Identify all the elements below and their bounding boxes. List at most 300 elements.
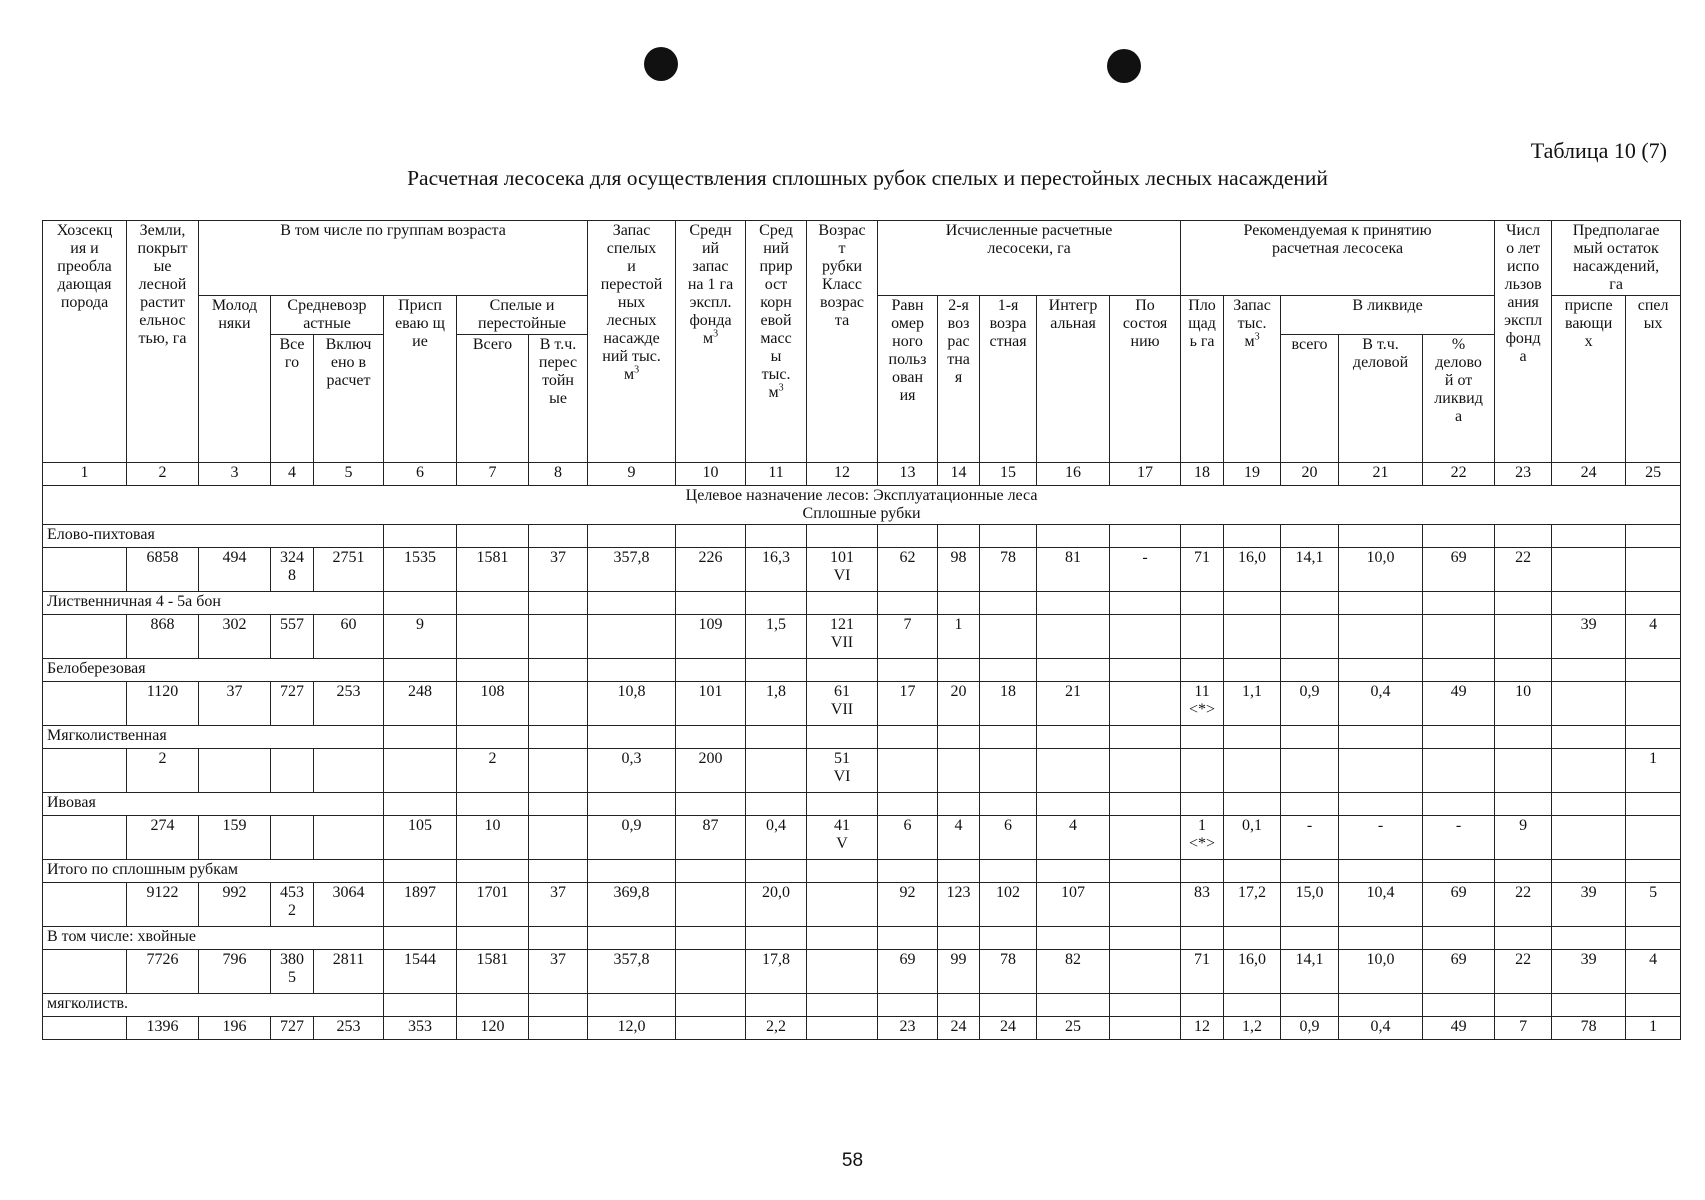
table-cell: 3064 xyxy=(314,883,384,927)
table-cell: 16,3 xyxy=(746,548,807,592)
header-c25: спел ых xyxy=(1626,296,1681,463)
empty-cell xyxy=(529,793,588,816)
table-row xyxy=(43,950,1681,994)
column-number: 17 xyxy=(1110,463,1181,486)
table-cell xyxy=(1423,615,1495,659)
table-cell: 22 xyxy=(1495,950,1552,994)
group-name: Итого по сплошным рубкам xyxy=(43,860,384,883)
empty-cell xyxy=(1552,860,1626,883)
table-row xyxy=(43,615,1681,659)
table-cell: 4 xyxy=(1626,615,1681,659)
table-cell: 102 xyxy=(980,883,1037,927)
empty-cell xyxy=(878,927,938,950)
empty-cell xyxy=(1626,994,1681,1017)
empty-cell xyxy=(1224,927,1281,950)
empty-cell xyxy=(676,994,746,1017)
table-cell: 12 xyxy=(1181,1017,1224,1040)
empty-cell xyxy=(529,525,588,548)
table-cell: 4 xyxy=(938,816,980,860)
empty-cell xyxy=(1224,525,1281,548)
table-cell: 99 xyxy=(938,950,980,994)
empty-cell xyxy=(746,927,807,950)
empty-cell xyxy=(1423,659,1495,682)
empty-cell xyxy=(1495,860,1552,883)
column-number: 23 xyxy=(1495,463,1552,486)
empty-cell xyxy=(1110,525,1181,548)
empty-cell xyxy=(676,927,746,950)
table-cell: 200 xyxy=(676,749,746,793)
table-cell: 1 <*> xyxy=(1181,816,1224,860)
table-cell: - xyxy=(1281,816,1339,860)
header-c13: Равн омер ного польз ован ия xyxy=(878,296,938,463)
empty-cell xyxy=(1626,659,1681,682)
empty-cell xyxy=(746,860,807,883)
table-cell: 196 xyxy=(199,1017,271,1040)
empty-cell xyxy=(1110,659,1181,682)
table-cell xyxy=(1037,749,1110,793)
table-cell xyxy=(43,816,127,860)
empty-cell xyxy=(529,592,588,615)
empty-cell xyxy=(529,659,588,682)
table-cell: 9 xyxy=(384,615,457,659)
empty-cell xyxy=(1181,592,1224,615)
empty-cell xyxy=(980,592,1037,615)
table-row xyxy=(43,749,1681,793)
empty-cell xyxy=(746,994,807,1017)
table-cell: 380 5 xyxy=(271,950,314,994)
empty-cell xyxy=(676,525,746,548)
table-cell: 24 xyxy=(980,1017,1037,1040)
table-cell: 120 xyxy=(457,1017,529,1040)
empty-cell xyxy=(1423,726,1495,749)
empty-cell xyxy=(1626,927,1681,950)
table-row xyxy=(43,883,1681,927)
group-name: Белоберезовая xyxy=(43,659,384,682)
empty-cell xyxy=(1281,927,1339,950)
empty-cell xyxy=(878,525,938,548)
table-cell: 10 xyxy=(457,816,529,860)
table-cell xyxy=(1626,548,1681,592)
table-cell xyxy=(1110,682,1181,726)
empty-cell xyxy=(1495,525,1552,548)
table-cell xyxy=(807,1017,878,1040)
table-cell: 0,9 xyxy=(588,816,676,860)
header-c4: Все го xyxy=(271,335,314,463)
column-number: 18 xyxy=(1181,463,1224,486)
group-name-row xyxy=(43,592,1681,615)
table-row xyxy=(43,1017,1681,1040)
empty-cell xyxy=(1281,592,1339,615)
empty-cell xyxy=(746,592,807,615)
table-cell: 109 xyxy=(676,615,746,659)
table-cell: 248 xyxy=(384,682,457,726)
table-cell: 92 xyxy=(878,883,938,927)
empty-cell xyxy=(1423,927,1495,950)
table-cell xyxy=(529,682,588,726)
table-cell xyxy=(807,950,878,994)
column-number-row xyxy=(43,463,1681,486)
header-c21: В т.ч. деловой xyxy=(1339,335,1423,463)
table-cell xyxy=(1110,749,1181,793)
group-name: Мягколиственная xyxy=(43,726,384,749)
table-cell xyxy=(1037,615,1110,659)
table-cell: 1581 xyxy=(457,950,529,994)
column-number: 11 xyxy=(746,463,807,486)
table-cell xyxy=(1339,615,1423,659)
empty-cell xyxy=(1224,994,1281,1017)
empty-cell xyxy=(529,860,588,883)
table-cell: 7726 xyxy=(127,950,199,994)
empty-cell xyxy=(1181,793,1224,816)
table-cell: 4 xyxy=(1626,950,1681,994)
empty-cell xyxy=(1339,927,1423,950)
empty-cell xyxy=(676,659,746,682)
table-cell: 81 xyxy=(1037,548,1110,592)
table-cell: 6 xyxy=(980,816,1037,860)
page-number: 58 xyxy=(841,1150,864,1171)
empty-cell xyxy=(1339,592,1423,615)
table-cell: 10,8 xyxy=(588,682,676,726)
table-cell xyxy=(1281,615,1339,659)
table-cell xyxy=(1181,615,1224,659)
table-cell: 78 xyxy=(980,950,1037,994)
header-c14: 2-я воз рас тна я xyxy=(938,296,980,463)
empty-cell xyxy=(980,525,1037,548)
header-c6: Присп еваю щ ие xyxy=(384,296,457,463)
empty-cell xyxy=(1339,659,1423,682)
empty-cell xyxy=(1495,927,1552,950)
table-cell: 37 xyxy=(199,682,271,726)
empty-cell xyxy=(384,726,457,749)
empty-cell xyxy=(457,860,529,883)
empty-cell xyxy=(807,592,878,615)
table-cell xyxy=(43,883,127,927)
empty-cell xyxy=(1181,860,1224,883)
empty-cell xyxy=(588,994,676,1017)
table-cell: 101 VI xyxy=(807,548,878,592)
table-cell: 49 xyxy=(1423,682,1495,726)
header-c11: Сред ний прир ост корн евой масс ы тыс. $м^3$ xyxy=(746,221,807,463)
table-cell xyxy=(529,1017,588,1040)
empty-cell xyxy=(1495,994,1552,1017)
empty-cell xyxy=(676,860,746,883)
empty-cell xyxy=(384,927,457,950)
table-cell: 369,8 xyxy=(588,883,676,927)
table-cell: 49 xyxy=(1423,1017,1495,1040)
empty-cell xyxy=(1037,793,1110,816)
header-c1: Хозсекц ия и преобла дающая порода xyxy=(43,221,127,463)
table-cell xyxy=(807,883,878,927)
table-cell xyxy=(271,749,314,793)
table-cell: 1 xyxy=(1626,1017,1681,1040)
empty-cell xyxy=(588,659,676,682)
empty-cell xyxy=(938,659,980,682)
header-c19: Запас тыс. $м^3$ xyxy=(1224,296,1281,463)
table-cell: 98 xyxy=(938,548,980,592)
empty-cell xyxy=(878,793,938,816)
empty-cell xyxy=(746,659,807,682)
table-cell xyxy=(878,749,938,793)
table-body xyxy=(43,221,1681,1040)
section-heading-line: Целевое назначение лесов: Эксплуатационные леса xyxy=(685,487,1038,504)
table-cell: 796 xyxy=(199,950,271,994)
table-cell: 159 xyxy=(199,816,271,860)
table-cell: 992 xyxy=(199,883,271,927)
table-cell: 69 xyxy=(1423,950,1495,994)
table-cell xyxy=(746,749,807,793)
header-c12: Возрас т рубки Класс возрас та xyxy=(807,221,878,463)
header-c9: Запас спелых и перестой ных лесных насажде ний тыс. $м^3$ xyxy=(588,221,676,463)
punch-hole-left xyxy=(644,47,678,81)
empty-cell xyxy=(807,860,878,883)
empty-cell xyxy=(1181,726,1224,749)
table-cell: 1,5 xyxy=(746,615,807,659)
table-cell xyxy=(1552,682,1626,726)
empty-cell xyxy=(938,726,980,749)
table-cell: 82 xyxy=(1037,950,1110,994)
column-number: 12 xyxy=(807,463,878,486)
empty-cell xyxy=(1339,860,1423,883)
empty-cell xyxy=(457,525,529,548)
table-cell: 14,1 xyxy=(1281,548,1339,592)
table-cell: 23 xyxy=(878,1017,938,1040)
table-cell: 253 xyxy=(314,682,384,726)
header-c18: Пло щад ь га xyxy=(1181,296,1224,463)
header-remain: Предполагае мый остаток насаждений, га xyxy=(1552,221,1681,296)
table-cell: 101 xyxy=(676,682,746,726)
empty-cell xyxy=(384,525,457,548)
table-cell: 24 xyxy=(938,1017,980,1040)
empty-cell xyxy=(1552,994,1626,1017)
table-cell: - xyxy=(1110,548,1181,592)
empty-cell xyxy=(1552,927,1626,950)
column-number: 5 xyxy=(314,463,384,486)
table-cell xyxy=(314,749,384,793)
header-c23: Числ о лет испо льзов ания экспл фонд а xyxy=(1495,221,1552,463)
empty-cell xyxy=(457,927,529,950)
empty-cell xyxy=(1281,860,1339,883)
forest-table xyxy=(42,220,1681,1040)
table-cell: 557 xyxy=(271,615,314,659)
table-cell: 274 xyxy=(127,816,199,860)
empty-cell xyxy=(1181,525,1224,548)
table-cell: 1701 xyxy=(457,883,529,927)
table-cell: 353 xyxy=(384,1017,457,1040)
empty-cell xyxy=(384,659,457,682)
table-cell: - xyxy=(1423,816,1495,860)
empty-cell xyxy=(746,726,807,749)
group-name: Елово-пихтовая xyxy=(43,525,384,548)
table-cell: 20,0 xyxy=(746,883,807,927)
table-cell: 357,8 xyxy=(588,950,676,994)
table-cell xyxy=(1552,816,1626,860)
table-cell: 71 xyxy=(1181,950,1224,994)
column-number: 4 xyxy=(271,463,314,486)
header-c22: % делово й от ликвид а xyxy=(1423,335,1495,463)
empty-cell xyxy=(1110,592,1181,615)
empty-cell xyxy=(1110,927,1181,950)
empty-cell xyxy=(1552,726,1626,749)
table-cell: 78 xyxy=(1552,1017,1626,1040)
empty-cell xyxy=(676,592,746,615)
table-cell: 1,2 xyxy=(1224,1017,1281,1040)
empty-cell xyxy=(1495,793,1552,816)
table-cell: 10 xyxy=(1495,682,1552,726)
empty-cell xyxy=(1626,592,1681,615)
table-cell: 6858 xyxy=(127,548,199,592)
table-cell: 727 xyxy=(271,1017,314,1040)
table-cell: 2 xyxy=(127,749,199,793)
empty-cell xyxy=(807,927,878,950)
group-name: Лиственничная 4 - 5а бон xyxy=(43,592,384,615)
empty-cell xyxy=(1626,726,1681,749)
column-number: 6 xyxy=(384,463,457,486)
table-cell: 17 xyxy=(878,682,938,726)
empty-cell xyxy=(1110,860,1181,883)
table-cell: 87 xyxy=(676,816,746,860)
table-cell: 51 VI xyxy=(807,749,878,793)
table-cell xyxy=(43,682,127,726)
header-c20: всего xyxy=(1281,335,1339,463)
table-cell: 0,3 xyxy=(588,749,676,793)
table-cell xyxy=(43,615,127,659)
table-cell: 0,9 xyxy=(1281,1017,1339,1040)
table-cell: 17,2 xyxy=(1224,883,1281,927)
empty-cell xyxy=(1626,860,1681,883)
table-cell: 0,4 xyxy=(1339,682,1423,726)
empty-cell xyxy=(1281,726,1339,749)
table-cell: 39 xyxy=(1552,950,1626,994)
empty-cell xyxy=(1423,793,1495,816)
table-cell: 21 xyxy=(1037,682,1110,726)
table-cell xyxy=(1110,816,1181,860)
group-name: Ивовая xyxy=(43,793,384,816)
empty-cell xyxy=(980,994,1037,1017)
empty-cell xyxy=(457,793,529,816)
empty-cell xyxy=(588,793,676,816)
table-cell xyxy=(588,615,676,659)
empty-cell xyxy=(1423,525,1495,548)
table-cell xyxy=(1626,682,1681,726)
table-cell xyxy=(980,749,1037,793)
empty-cell xyxy=(746,793,807,816)
table-cell xyxy=(1552,749,1626,793)
group-name-row xyxy=(43,726,1681,749)
table-cell: 37 xyxy=(529,883,588,927)
table-cell: 324 8 xyxy=(271,548,314,592)
table-cell: 37 xyxy=(529,548,588,592)
empty-cell xyxy=(1224,592,1281,615)
table-cell xyxy=(529,749,588,793)
column-number: 8 xyxy=(529,463,588,486)
table-cell: 0,1 xyxy=(1224,816,1281,860)
table-cell: 494 xyxy=(199,548,271,592)
header-c17: По состоя нию xyxy=(1110,296,1181,463)
empty-cell xyxy=(384,592,457,615)
table-cell: 20 xyxy=(938,682,980,726)
empty-cell xyxy=(588,592,676,615)
group-name: В том числе: хвойные xyxy=(43,927,384,950)
table-cell: 61 VII xyxy=(807,682,878,726)
group-name-row xyxy=(43,994,1681,1017)
empty-cell xyxy=(588,726,676,749)
table-cell: 69 xyxy=(878,950,938,994)
header-liquid: В ликвиде xyxy=(1281,296,1495,335)
table-cell: 11 <*> xyxy=(1181,682,1224,726)
empty-cell xyxy=(1281,793,1339,816)
empty-cell xyxy=(676,726,746,749)
header-rec: Рекомендуемая к принятию расчетная лесосека xyxy=(1181,221,1495,296)
empty-cell xyxy=(384,994,457,1017)
table-cell: 1 xyxy=(938,615,980,659)
empty-cell xyxy=(938,927,980,950)
table-cell: 121 VII xyxy=(807,615,878,659)
empty-cell xyxy=(1626,793,1681,816)
empty-cell xyxy=(588,927,676,950)
header-c15: 1-я возра стная xyxy=(980,296,1037,463)
table-cell: 69 xyxy=(1423,548,1495,592)
table-cell: 12,0 xyxy=(588,1017,676,1040)
table-cell xyxy=(314,816,384,860)
empty-cell xyxy=(878,726,938,749)
table-cell: 1897 xyxy=(384,883,457,927)
table-cell: 1,8 xyxy=(746,682,807,726)
table-cell: 6 xyxy=(878,816,938,860)
empty-cell xyxy=(457,659,529,682)
table-cell: 1120 xyxy=(127,682,199,726)
section-heading xyxy=(43,486,1681,525)
table-cell: 18 xyxy=(980,682,1037,726)
table-cell: 7 xyxy=(1495,1017,1552,1040)
empty-cell xyxy=(878,860,938,883)
empty-cell xyxy=(938,525,980,548)
table-cell: 1581 xyxy=(457,548,529,592)
column-number: 25 xyxy=(1626,463,1681,486)
empty-cell xyxy=(1224,659,1281,682)
table-cell: 10,0 xyxy=(1339,950,1423,994)
table-cell xyxy=(384,749,457,793)
table-cell: 37 xyxy=(529,950,588,994)
column-number: 2 xyxy=(127,463,199,486)
table-cell xyxy=(1281,749,1339,793)
empty-cell xyxy=(1552,793,1626,816)
table-cell: 71 xyxy=(1181,548,1224,592)
table-cell: 10,0 xyxy=(1339,548,1423,592)
table-cell xyxy=(43,548,127,592)
table-cell: 453 2 xyxy=(271,883,314,927)
column-number: 13 xyxy=(878,463,938,486)
table-cell xyxy=(1224,615,1281,659)
header-mature: Спелые и перестойные xyxy=(457,296,588,335)
empty-cell xyxy=(807,994,878,1017)
group-name-row xyxy=(43,525,1681,548)
empty-cell xyxy=(1181,927,1224,950)
empty-cell xyxy=(1110,726,1181,749)
group-name-row xyxy=(43,793,1681,816)
empty-cell xyxy=(588,860,676,883)
empty-cell xyxy=(1224,726,1281,749)
table-cell: 78 xyxy=(980,548,1037,592)
empty-cell xyxy=(1552,592,1626,615)
table-cell: 1396 xyxy=(127,1017,199,1040)
empty-cell xyxy=(1423,592,1495,615)
table-cell: 9122 xyxy=(127,883,199,927)
column-number: 3 xyxy=(199,463,271,486)
column-number: 9 xyxy=(588,463,676,486)
empty-cell xyxy=(1495,726,1552,749)
empty-cell xyxy=(807,659,878,682)
empty-cell xyxy=(457,994,529,1017)
